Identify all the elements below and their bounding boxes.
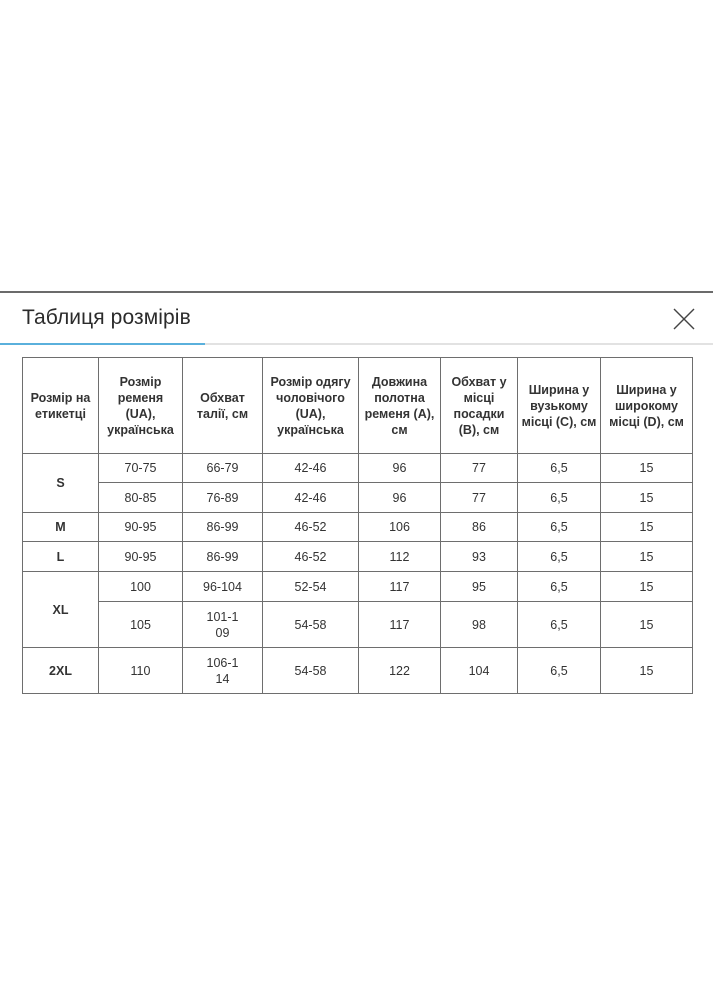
header-waist: Обхват талії, см (183, 358, 263, 454)
modal-header (0, 293, 713, 345)
waist-cell: 86-99 (183, 542, 263, 572)
size-cell: L (23, 542, 99, 572)
table-row (23, 513, 693, 542)
header-clothing-size: Розмір одягу чоловічого (UA), українська (263, 358, 359, 454)
belt-cell: 100 (99, 572, 183, 602)
length-a-cell: 96 (359, 454, 441, 483)
wide-d-cell: 15 (601, 513, 693, 542)
clothing-cell: 52-54 (263, 572, 359, 602)
length-a-cell: 117 (359, 572, 441, 602)
narrow-c-cell: 6,5 (518, 454, 601, 483)
girth-b-cell: 77 (441, 454, 518, 483)
belt-cell: 110 (99, 648, 183, 694)
waist-value: 106-114 (206, 655, 239, 686)
waist-cell (183, 602, 263, 648)
wide-d-cell: 15 (601, 648, 693, 694)
belt-cell: 80-85 (99, 483, 183, 513)
header-belt-size: Розмір ременя (UA), українська (99, 358, 183, 454)
table-row (23, 483, 693, 513)
wide-d-cell: 15 (601, 572, 693, 602)
header-wide-d: Ширина у широкому місці (D), см (601, 358, 693, 454)
length-a-cell: 96 (359, 483, 441, 513)
header-size-label: Розмір на етикетці (23, 358, 99, 454)
close-icon (672, 307, 696, 331)
header-girth-b: Обхват у місці посадки (B), см (441, 358, 518, 454)
length-a-cell: 122 (359, 648, 441, 694)
header-length-a: Довжина полотна ременя (A), см (359, 358, 441, 454)
waist-cell: 76-89 (183, 483, 263, 513)
table-row (23, 572, 693, 602)
close-button[interactable] (672, 307, 696, 331)
waist-cell: 86-99 (183, 513, 263, 542)
header-narrow-c: Ширина у вузькому місці (C), см (518, 358, 601, 454)
clothing-cell: 46-52 (263, 542, 359, 572)
narrow-c-cell: 6,5 (518, 513, 601, 542)
size-cell: XL (23, 572, 99, 648)
clothing-cell: 42-46 (263, 454, 359, 483)
table-header-row (23, 358, 693, 454)
girth-b-cell: 95 (441, 572, 518, 602)
table-row (23, 542, 693, 572)
size-cell: M (23, 513, 99, 542)
size-cell: 2XL (23, 648, 99, 694)
table-row (23, 648, 693, 694)
narrow-c-cell: 6,5 (518, 602, 601, 648)
modal-title: Таблиця розмірів (22, 306, 191, 329)
waist-cell: 66-79 (183, 454, 263, 483)
clothing-cell: 46-52 (263, 513, 359, 542)
waist-cell: 96-104 (183, 572, 263, 602)
girth-b-cell: 86 (441, 513, 518, 542)
narrow-c-cell: 6,5 (518, 648, 601, 694)
narrow-c-cell: 6,5 (518, 483, 601, 513)
clothing-cell: 42-46 (263, 483, 359, 513)
girth-b-cell: 77 (441, 483, 518, 513)
length-a-cell: 106 (359, 513, 441, 542)
size-table (22, 357, 693, 694)
wide-d-cell: 15 (601, 483, 693, 513)
table-row (23, 454, 693, 483)
belt-cell: 90-95 (99, 542, 183, 572)
waist-cell (183, 648, 263, 694)
belt-cell: 70-75 (99, 454, 183, 483)
girth-b-cell: 98 (441, 602, 518, 648)
wide-d-cell: 15 (601, 542, 693, 572)
size-cell: S (23, 454, 99, 513)
length-a-cell: 112 (359, 542, 441, 572)
clothing-cell: 54-58 (263, 602, 359, 648)
length-a-cell: 117 (359, 602, 441, 648)
wide-d-cell: 15 (601, 602, 693, 648)
belt-cell: 90-95 (99, 513, 183, 542)
narrow-c-cell: 6,5 (518, 572, 601, 602)
belt-cell: 105 (99, 602, 183, 648)
girth-b-cell: 104 (441, 648, 518, 694)
girth-b-cell: 93 (441, 542, 518, 572)
wide-d-cell: 15 (601, 454, 693, 483)
waist-value: 101-109 (206, 609, 239, 640)
narrow-c-cell: 6,5 (518, 542, 601, 572)
clothing-cell: 54-58 (263, 648, 359, 694)
tab-active-indicator (0, 343, 205, 345)
table-row (23, 602, 693, 648)
